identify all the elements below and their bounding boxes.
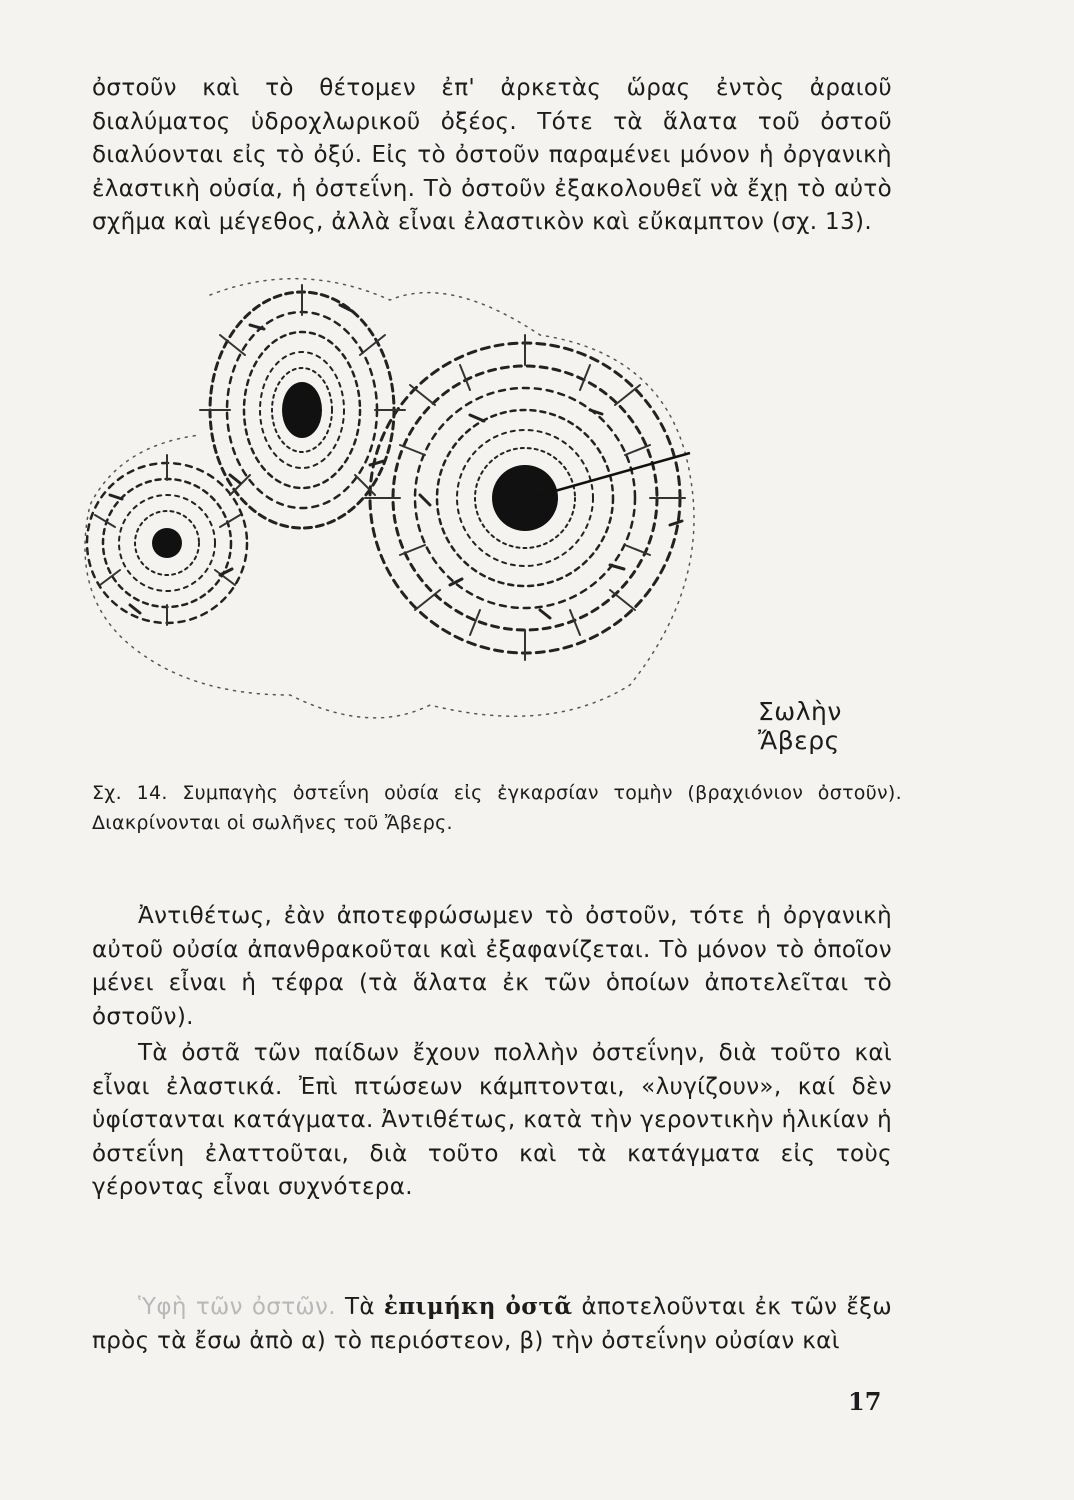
page-number: 17 [848, 1387, 882, 1416]
bone-cross-section-illustration [70, 265, 910, 755]
haversian-canal-upper [282, 382, 322, 438]
paragraph-bone-texture-body: ἀποτελοῦνται ἐκ τῶν ἔξω πρὸς τὰ ἔσω ἀπὸ α) τὸ περιόστεον, β) τὴν ὀστεΐνην οὐσίαν καὶ [92, 1294, 892, 1354]
term-long-bones: ἐπιμήκη ὀστᾶ [383, 1293, 573, 1320]
figure-caption: Σχ. 14. Συμπαγὴς ὀστεΐνη οὐσία εἰς ἐγκαρσίαν τομὴν (βραχιόνιον ὀστοῦν). Διακρίνονται οἱ σωλῆνες τοῦ Ἄβερς. [92, 782, 902, 834]
paragraph-incineration: Ἀντιθέτως, ἐὰν ἀποτεφρώσωμεν τὸ ὀστοῦν, τότε ἡ ὀργανικὴ αὐτοῦ οὐσία ἀπανθρακοῦται καὶ ἐξαφανίζεται. Τὸ μόνον τὸ ὁποῖον μένει εἶναι ἡ τέφρα (τὰ ἅλατα ἐκ τῶν ὁποίων ἀποτελεῖται τὸ ὀστοῦν). [92, 903, 892, 1030]
paragraph-bone-texture [92, 1290, 892, 1358]
haversian-canal-label: Σωλὴν Ἄβερς [758, 697, 842, 755]
paragraph-children-bones: Τὰ ὀστᾶ τῶν παίδων ἔχουν πολλὴν ὀστεΐνην, διὰ τοῦτο καὶ εἶναι ἐλαστικά. Ἐπὶ πτώσεων κάμπτονται, «λυγίζουν», καί δὲν ὑφίστανται κατάγματα. Ἀντιθέτως, κατὰ τὴν γεροντικὴν ἡλικίαν ἡ ὀστεΐνη ἐλαττοῦται, διὰ τοῦτο καὶ τὰ κατάγματα εἰς τοὺς γέροντας εἶναι συχνότερα. [92, 1040, 892, 1200]
haversian-canal-main [492, 465, 558, 531]
label-pointer-line [530, 453, 690, 498]
section-heading-bone-texture: Ὑφὴ τῶν ὀστῶν. [138, 1294, 336, 1320]
paragraph-acid-experiment: ὀστοῦν καὶ τὸ θέτομεν ἐπ' ἀρκετὰς ὥρας ἐντὸς ἀραιοῦ διαλύματος ὑδροχλωρικοῦ ὀξέος. Τότε τὰ ἅλατα τοῦ ὀστοῦ διαλύονται εἰς τὸ ὀξύ. Εἰς τὸ ὀστοῦν παραμένει μόνον ἡ ὀργανικὴ ἐλαστικὴ οὐσία, ἡ ὀστεΐνη. Τὸ ὀστοῦν ἐξακολουθεῖ νὰ ἔχῃ τὸ αὐτὸ σχῆμα καὶ μέγεθος, ἀλλὰ εἶναι ἐλαστικὸν καὶ εὔκαμπτον (σχ. 13). [92, 75, 892, 235]
haversian-canal-left [152, 528, 182, 558]
paragraph-bone-texture-lead: Τὰ [344, 1294, 375, 1320]
haversian-canal-figure [70, 265, 910, 755]
